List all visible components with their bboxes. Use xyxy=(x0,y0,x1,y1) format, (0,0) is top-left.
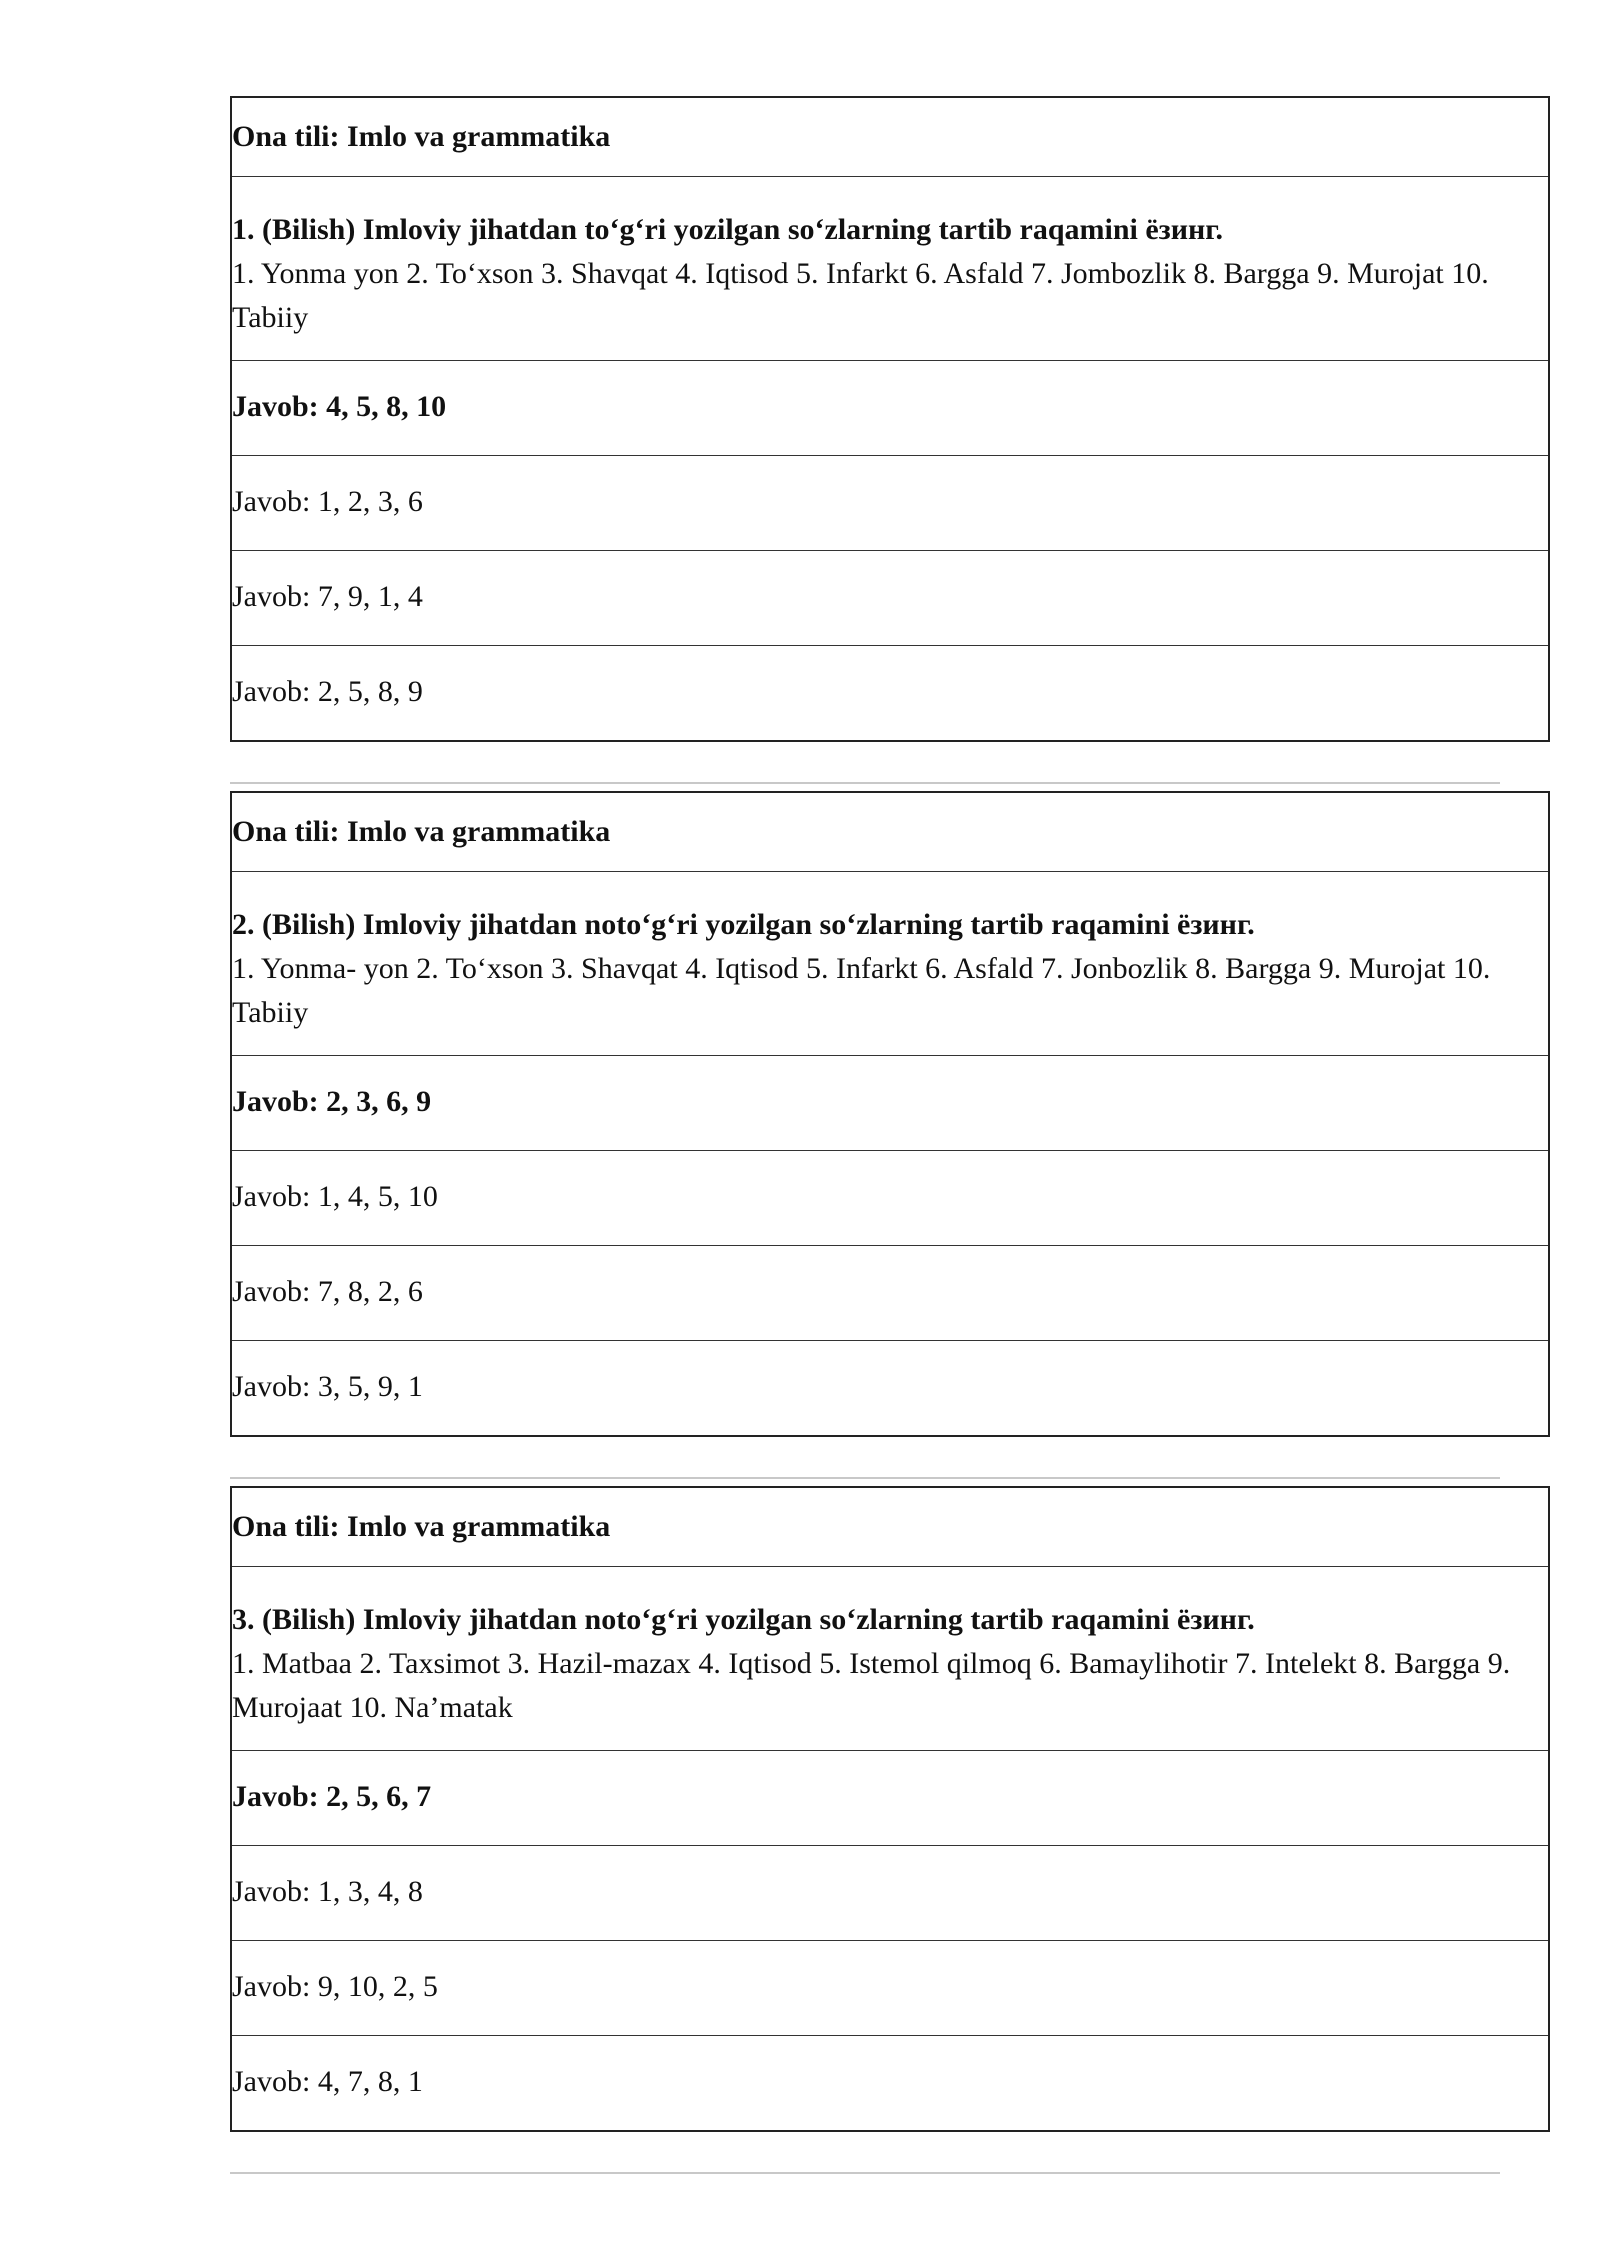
answer-option-1[interactable]: Javob: 2, 5, 6, 7 xyxy=(232,1750,1548,1845)
subject-header: Ona tili: Imlo va grammatika xyxy=(232,120,611,153)
question-cell xyxy=(232,176,1548,360)
question-title: 2. (Bilish) Imloviy jihatdan noto‘g‘ri yozilgan so‘zlarning tartib raqamini ёзинг. xyxy=(232,908,1255,941)
answer-option-1[interactable]: Javob: 4, 5, 8, 10 xyxy=(232,360,1548,455)
question-options: 1. Matbaa 2. Taxsimot 3. Hazil-mazax 4. Iqtisod 5. Istemol qilmoq 6. Bamaylihotir 7. Intelekt 8. Bargga 9. Murojaat 10. Na’matak xyxy=(232,1647,1511,1724)
answer-option-3[interactable]: Javob: 9, 10, 2, 5 xyxy=(232,1940,1548,2035)
question-cell xyxy=(232,871,1548,1055)
question-cell xyxy=(232,1566,1548,1750)
divider xyxy=(230,782,1500,784)
divider xyxy=(230,1477,1500,1479)
subject-header: Ona tili: Imlo va grammatika xyxy=(232,1510,611,1543)
answer-option-2[interactable]: Javob: 1, 2, 3, 6 xyxy=(232,455,1548,550)
document-page xyxy=(230,96,1550,2181)
question-block-1 xyxy=(230,96,1550,742)
question-options: 1. Yonma yon 2. To‘xson 3. Shavqat 4. Iqtisod 5. Infarkt 6. Asfald 7. Jombozlik 8. Bargga 9. Murojat 10. Tabiiy xyxy=(232,257,1489,334)
question-title: 1. (Bilish) Imloviy jihatdan to‘g‘ri yozilgan so‘zlarning tartib raqamini ёзинг. xyxy=(232,213,1224,246)
question-block-3 xyxy=(230,1486,1550,2132)
answer-option-1[interactable]: Javob: 2, 3, 6, 9 xyxy=(232,1055,1548,1150)
answer-option-2[interactable]: Javob: 1, 4, 5, 10 xyxy=(232,1150,1548,1245)
answer-option-2[interactable]: Javob: 1, 3, 4, 8 xyxy=(232,1845,1548,1940)
answer-option-4[interactable]: Javob: 3, 5, 9, 1 xyxy=(232,1340,1548,1435)
divider xyxy=(230,2172,1500,2174)
answer-option-3[interactable]: Javob: 7, 9, 1, 4 xyxy=(232,550,1548,645)
question-options: 1. Yonma- yon 2. To‘xson 3. Shavqat 4. Iqtisod 5. Infarkt 6. Asfald 7. Jonbozlik 8. Bargga 9. Murojat 10. Tabiiy xyxy=(232,952,1491,1029)
question-title: 3. (Bilish) Imloviy jihatdan noto‘g‘ri yozilgan so‘zlarning tartib raqamini ёзинг. xyxy=(232,1603,1255,1636)
question-block-2 xyxy=(230,791,1550,1437)
subject-header: Ona tili: Imlo va grammatika xyxy=(232,815,611,848)
answer-option-4[interactable]: Javob: 2, 5, 8, 9 xyxy=(232,645,1548,740)
answer-option-3[interactable]: Javob: 7, 8, 2, 6 xyxy=(232,1245,1548,1340)
answer-option-4[interactable]: Javob: 4, 7, 8, 1 xyxy=(232,2035,1548,2130)
